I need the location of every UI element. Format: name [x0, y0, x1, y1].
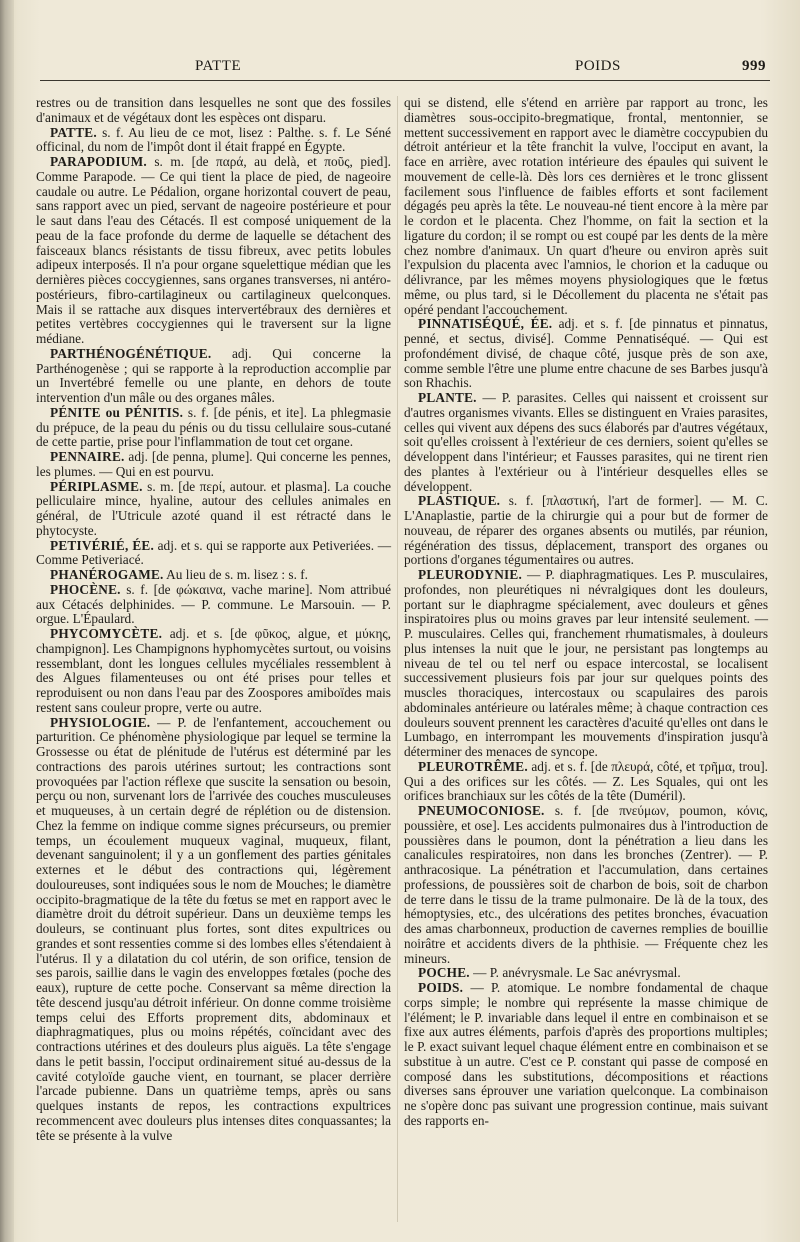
dictionary-entry: [404, 96, 768, 317]
entry-headword: PNEUMOCONIOSE.: [418, 803, 545, 818]
entry-headword: PINNATISÉQUÉ, ÉE.: [418, 316, 553, 332]
dictionary-entry: [404, 966, 768, 981]
entry-headword: PLEUROTRÊME.: [418, 758, 528, 774]
entry-headword: PLEURODYNIE.: [418, 567, 522, 582]
entry-headword: POIDS.: [418, 980, 464, 995]
entry-headword: POCHE.: [418, 965, 470, 981]
dictionary-entry: [36, 627, 391, 716]
entry-text: s. f. [πλαστική, l'art de former]. — M. C. L'Anaplastie, partie de la chirurgie qui a pour but de former de nouveau, de réparer des organes absents ou mutilés, par réunion, régénération des tissus, déplacement, transport des organes ou portions d'organes tégumentaires ou autres.: [404, 493, 768, 568]
entry-headword: PHYCOMYCÈTE.: [50, 626, 163, 641]
entry-headword: PARTHÉNOGÉNÉTIQUE.: [50, 345, 212, 361]
column-divider: [397, 96, 398, 1222]
dictionary-entry: [404, 760, 768, 804]
dictionary-entry: [36, 539, 391, 569]
entry-text: adj. [de penna, plume]. Qui concerne les pennes, les plumes. — Qui en est pourvu.: [36, 449, 391, 479]
entry-text: s. m. [de παρά, au delà, et ποῦς, pied]. Comme Parapode. — Ce qui tient la place de pied, de nageoire caudale ou autre. Le Pédalion, organe horizontal couvert de peau, sans rapport avec un pied, servant de nageoire postérieure et pour le saut dans l'eau des Cétacés. Il est composé uniquement de la peau de la face profonde du derme de laquelle se détachent des faisceaux blancs résistants de tissu fibreux, avec petits lobules adipeux interposés. Il n'a pour organe squelettique médian que les dernières pièces coccygiennes, sans organes transverses, ni antéro-postérieurs, fibro-cartilagineux ou cartilagineux quelconques. Mais il se rattache aux disques intervertébraux des dernières et petites vertèbres coccygiennes qui le traversent sur la ligne médiane.: [36, 154, 391, 346]
header-rule: [40, 80, 770, 81]
dictionary-entry: [404, 317, 768, 391]
dictionary-entry: [36, 480, 391, 539]
dictionary-entry: [36, 96, 391, 126]
entry-text: qui se distend, elle s'étend en arrière par rapport au tronc, les diamètres sous-occipito-bregmatique, frontal, mentonnier, se mettent successivement en rapport avec le diamètre coccypubien du détroit antérieur et la tête franchit la vulve, l'occiput en avant, la face en arrière, avec rotation intérieure des épaules qui suivent le mouvement de celle-là. Dès lors ces dernières et le tronc glissent facilement sous l'influence de faibles efforts et sont facilement dégagés peu après la tête. Le nouveau-né tient encore à la mère par le cordon et le placenta. Chez l'homme, on fait la section et la ligature du cordon; il se rompt ou est coupé par les dents de la mère chez nombre d'animaux. Un quart d'heure ou environ après suit l'expulsion du placenta avec l'amnios, le chorion et la caduque ou délivrance, par les mêmes moyens physiologiques que le fœtus même, ou plus tard, si le Décollement du placenta ne s'était pas opéré pendant l'accouchement.: [404, 95, 768, 317]
entry-headword: PARAPODIUM.: [50, 154, 147, 169]
entry-text: s. f. [de pénis, et ite]. La phlegmasie du prépuce, de la peau du pénis ou du tissu cellulaire sous-cutané de cette partie, prise pour l'inflammation de tout cet organe.: [36, 404, 391, 450]
entry-headword: PLANTE.: [418, 390, 477, 405]
entry-headword: PATTE.: [50, 124, 97, 140]
entry-text: s. f. Au lieu de ce mot, lisez : Palthe. s. f. Le Séné officinal, du nom de l'impôt dont il était frappé en Égypte.: [36, 124, 391, 155]
entry-headword: PÉRIPLASME.: [50, 478, 143, 494]
entry-headword: PHANÉROGAME.: [50, 567, 164, 582]
dictionary-entry: [36, 568, 391, 583]
right-column: [404, 96, 768, 1129]
entry-headword: PHYSIOLOGIE.: [50, 714, 151, 730]
running-header: [40, 58, 778, 80]
entry-headword: PENNAIRE.: [50, 449, 125, 464]
entry-text: adj. et s. [de φῦκος, algue, et μύκης, champignon]. Les Champignons hyphomycètes surtout, ou voisins ressemblant, dont les longues cellules mycéliales ressemblent à des Algues filamenteuses ou ont été prises pour telles et reproduisent ou non dans l'eau par des Zoospores amiboïdes mais restent sans couleur propre, verte ou autre.: [36, 626, 391, 715]
dictionary-entry: [36, 406, 391, 450]
entry-text: restres ou de transition dans lesquelles ne sont que des fossiles d'animaux et de végétaux dont les espèces ont disparu.: [36, 95, 391, 125]
entry-text: adj. et s. f. [de πλευρά, côté, et τρῆμα, trou]. Qui a des orifices sur les côtés. — Z. Les Squales, qui ont les orifices branchiaux sur les côtés de la tête (Duméril).: [404, 758, 768, 804]
dictionary-entry: [36, 347, 391, 406]
dictionary-entry: [404, 568, 768, 760]
left-column: [36, 96, 391, 1143]
dictionary-entry: [404, 804, 768, 966]
dictionary-entry: [36, 450, 391, 480]
page-binding-edge: [0, 0, 14, 1242]
page-number: 999: [742, 58, 766, 74]
entry-text: — P. diaphragmatiques. Les P. musculaires, profondes, non pleurétiques ni névralgiques dont les douleurs, portant sur le diaphragme spécialement, avec douleurs et gênes inspiratoires plus ou moins graves par leur intensité seulement. — P. musculaires. Celles qui, franchement rhumatismales, à douleurs plus intenses la nuit que le jour, ne persistant pas longtemps au niveau de tel ou tel nerf ou espace intercostal, se localisent successivement plusieurs fois par jour sur quelques points des muscles thoraciques, intercostaux ou scapulaires des parois abdominales antérieure ou latérales même; à chaque contraction ces douleurs souvent prennent les caractères d'acuité qu'elles ont dans le Lumbago, en interrompant les mouvements d'inspiration jusqu'à déterminer des menaces de syncope.: [404, 567, 768, 759]
header-left-word: PATTE: [195, 58, 242, 74]
entry-text: — P. de l'enfantement, accouchement ou parturition. Ce phénomène physiologique par lequel se termine la Grossesse ou état de plénitude de l'utérus est déterminé par les contractions des parois utérines surtout; les contractions sont provoquées par l'action réflexe que suscite la sensation ou besoin, perçu ou non, survenant lors de l'arrivée des couches musculeuses et muqueuses, à un certain degré de réplétion ou de distension. Chez la femme on indique comme signes précurseurs, ou premier temps, un écoulement muqueux vaginal, muqueux, filant, devenant sanguinolent; il y a un gonflement des parties génitales externes et le début des contractions qui, légèrement douloureuses, sont indiquées sous le nom de Mouches; le diamètre occipito-bragmatique de la tête du fœtus se met en rapport avec le diamètre droit du détroit supérieur. Dans un deuxième temps les douleurs, se continuant plus fortes, sont dites expultrices ou grandes et sont ressenties comme si des lombes elles s'étendaient à l'utérus. Il y a dilatation du col utérin, de son orifice, tension de ses parois, saillie dans le vagin des enveloppes fœtales (poche des eaux), rupture de cette poche. Conservant sa même direction la tête descend jusqu'au détroit inférieur. On donne comme troisième temps celui des Efforts proprement dits, abdominaux et diaphragmatiques, plus ou moins répétés, coïncidant avec des contractions utérines et des douleurs plus aiguës. La tête s'engage dans le petit bassin, l'occiput ordinairement situé au-dessus de la cavité cotyloïde gauche vient, en tournant, se placer derrière l'arcade pubienne. Dans un quatrième temps, après ou sans quelques instants de repos, les contractions expultrices recommencent avec douleurs plus intenses dites conquassantes; la tête se présente à la vulve: [36, 714, 391, 1143]
entry-text: adj. et s. qui se rapporte aux Petiveriées. — Comme Petiveriacé.: [36, 537, 392, 568]
entry-text: s. f. [de φώκαινα, vache marine]. Nom attribué aux Cétacés delphinides. — P. commune. Le Marsouin. — P. orgue. L'Épaulard.: [36, 581, 391, 627]
entry-text: — P. anévrysmale. Le Sac anévrysmal.: [469, 965, 681, 981]
dictionary-entry: [404, 391, 768, 494]
dictionary-entry: [404, 981, 768, 1129]
dictionary-entry: [36, 126, 391, 156]
entry-headword: PETIVÉRIÉ, ÉE.: [50, 537, 154, 553]
entry-headword: PÉNITE ou PÉNITIS.: [50, 404, 184, 420]
entry-headword: PHOCÈNE.: [50, 581, 121, 597]
entry-text: s. m. [de περί, autour. et plasma]. La couche pelliculaire mince, hyaline, autour des cellules animales en général, de l'Utricule azoté quand il est rétracté dans le phytocyste.: [36, 478, 391, 538]
entry-text: Au lieu de s. m. lisez : s. f.: [163, 567, 308, 582]
entry-text: — P. parasites. Celles qui naissent et croissent sur d'autres organismes vivants. Elles se distinguent en Vraies parasites, celles qui vivent aux dépens des sucs élaborés par d'autres végétaux, soit qu'elles croissent à l'extérieur de ces derniers, soient qu'elles se développent dans l'intérieur; et Fausses parasites, qui ne tirent rien des plantes à l'extérieur ou à l'intérieur desquelles elles se développent.: [404, 390, 768, 494]
entry-text: s. f. [de πνεύμων, poumon, κόνις, poussière, et ose]. Les accidents pulmonaires dus à l'introduction de poussières dans le poumon, dont la pénétration a lieu dans les canalicules respiratoires, non dans les bronches (Zentrer). — P. anthracosique. La pénétration et l'accumulation, dans certaines professions, de poussières soit de charbon de bois, soit de charbon de terre dans le tissu de la trame pulmonaire. De là de la toux, des hémoptysies, etc., des ulcérations des petites bronches, évacuation des amas charbonneux, production de cavernes remplies de bouillie noirâtre et accidents divers de la phthisie. — Fréquente chez les mineurs.: [404, 803, 768, 966]
dictionary-entry: [36, 583, 391, 627]
entry-text: adj. et s. f. [de pinnatus et pinnatus, penné, et sectus, divisé]. Comme Pennatiséqué. — Qui est profondément divisé, de chaque côté, jusque près de son axe, comme semble l'être une plume entre chacune de ses Barbes jusqu'à son Rhachis.: [404, 316, 768, 391]
entry-text: adj. Qui concerne la Parthénogenèse ; qui se rapporte à la reproduction accomplie par un Invertébré femelle ou une plante, en dehors de toute intervention d'un mâle ou des organes mâles.: [36, 345, 391, 405]
entry-text: — P. atomique. Le nombre fondamental de chaque corps simple; le nombre qui représente la masse chimique de l'élément; le P. invariable dans lequel il entre en combinaison et se fixe aux autres éléments, parfois d'après des proportions multiples; le P. exact suivant lequel chaque élément entre en combinaison et se substitue à un autre. C'est ce P. constant qui passe de composé en composé dans les substitutions, décompositions et réactions diverses sans éprouver une variation quelconque. La combinaison ne s'opère donc pas suivant une progression continue, mais suivant des rapports en-: [404, 980, 768, 1128]
entry-headword: PLASTIQUE.: [418, 493, 501, 509]
dictionary-entry: [404, 494, 768, 568]
dictionary-entry: [36, 155, 391, 347]
dictionary-entry: [36, 716, 391, 1144]
header-center-word: POIDS: [575, 58, 621, 74]
